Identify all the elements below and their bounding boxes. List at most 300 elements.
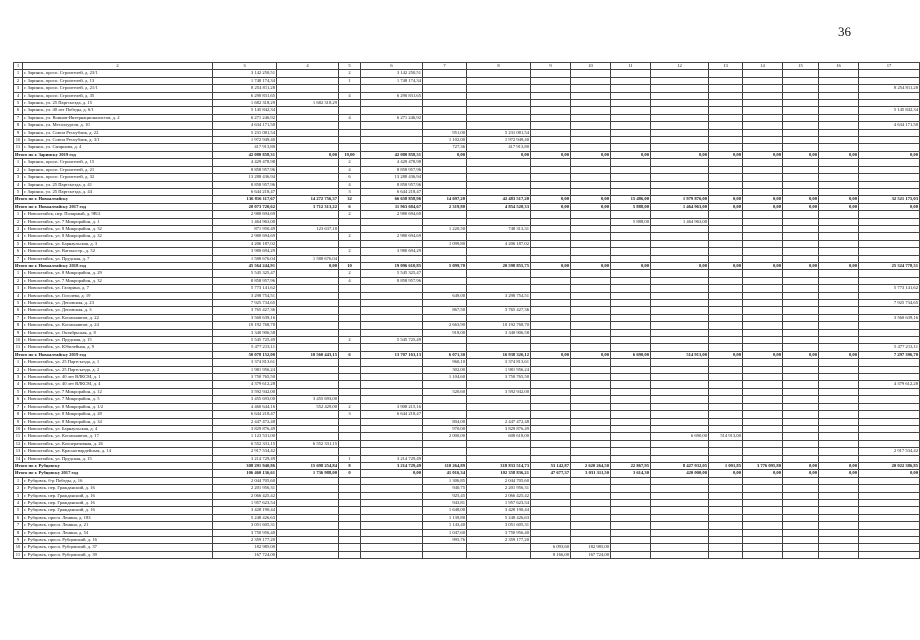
value-cell [467, 174, 531, 181]
header-cell: 17 [859, 63, 920, 70]
value-cell [531, 433, 571, 440]
value-cell [467, 440, 531, 447]
value-cell [571, 403, 611, 410]
value-cell [651, 337, 709, 344]
value-cell [859, 337, 920, 344]
value-cell [277, 92, 339, 99]
value-cell [743, 366, 783, 373]
value-cell [859, 485, 920, 492]
value-cell [651, 477, 709, 484]
value-cell: 42 080 858,31 [213, 151, 277, 158]
value-cell: 6 071,30 [423, 351, 467, 358]
value-cell [859, 492, 920, 499]
value-cell [361, 137, 423, 144]
value-cell [277, 248, 339, 255]
value-cell [277, 455, 339, 462]
value-cell: 0,00 [743, 203, 783, 210]
table-row [14, 403, 920, 410]
value-cell: 514 913,00 [709, 433, 743, 440]
value-cell [571, 285, 611, 292]
value-cell: 182 985,00 [213, 544, 277, 551]
value-cell [423, 455, 467, 462]
value-cell [709, 529, 743, 536]
value-cell [859, 211, 920, 218]
header-cell: 16 [819, 63, 859, 70]
value-cell [361, 492, 423, 499]
value-cell [783, 492, 819, 499]
value-cell [743, 181, 783, 188]
value-cell [611, 70, 651, 77]
table-row [14, 329, 920, 336]
value-cell [743, 477, 783, 484]
value-cell [361, 514, 423, 521]
value-cell: 167 724,00 [213, 551, 277, 558]
subtotal-label: Итого по г. Новоалтайску 2018 год [14, 262, 213, 269]
value-cell: 2 620 264,50 [571, 462, 611, 469]
value-cell: 2 [339, 248, 361, 255]
value-cell [423, 285, 467, 292]
value-cell [709, 425, 743, 432]
value-cell [571, 344, 611, 351]
value-cell [743, 388, 783, 395]
value-cell [783, 174, 819, 181]
table-row [14, 499, 920, 506]
value-cell [859, 529, 920, 536]
value-cell [709, 240, 743, 247]
address-cell: г. Заринск, ул. Союза Республик, д. 3/1 [23, 137, 213, 144]
row-number: 4 [14, 181, 23, 188]
value-cell: 1 464 963,00 [213, 218, 277, 225]
value-cell [819, 514, 859, 521]
value-cell: 5 231 081,54 [467, 129, 531, 136]
value-cell [651, 455, 709, 462]
value-cell [339, 522, 361, 529]
value-cell: 0,00 [709, 196, 743, 203]
row-number: 2 [14, 166, 23, 173]
value-cell [743, 344, 783, 351]
table-row [14, 507, 920, 514]
row-number: 6 [14, 396, 23, 403]
value-cell [611, 248, 651, 255]
value-cell [743, 381, 783, 388]
value-cell: 608 618,00 [467, 433, 531, 440]
value-cell [783, 137, 819, 144]
value-cell [819, 544, 859, 551]
value-cell [651, 159, 709, 166]
value-cell: 20 922 386,85 [859, 462, 920, 469]
row-number: 7 [14, 114, 23, 121]
value-cell [859, 499, 920, 506]
subtotal-row [14, 203, 920, 210]
address-cell: г. Новоалтайск, ул. Деповская, д. 3 [23, 307, 213, 314]
value-cell [611, 425, 651, 432]
value-cell [339, 551, 361, 558]
table-row [14, 285, 920, 292]
value-cell [339, 359, 361, 366]
row-number: 10 [14, 425, 23, 432]
value-cell [651, 174, 709, 181]
value-cell: 4 429 478,98 [213, 159, 277, 166]
value-cell [423, 448, 467, 455]
value-cell [277, 381, 339, 388]
table-row [14, 359, 920, 366]
value-cell: 0 [339, 470, 361, 477]
value-cell [743, 329, 783, 336]
address-cell: г. Заринск, ул. 25 Партсъезда, д. 41 [23, 181, 213, 188]
value-cell [743, 425, 783, 432]
value-cell: 3 428 190,44 [213, 507, 277, 514]
value-cell [709, 188, 743, 195]
value-cell [423, 70, 467, 77]
value-cell [743, 403, 783, 410]
value-cell: 8 858 957,96 [361, 277, 423, 284]
value-cell: 5 888,00 [611, 218, 651, 225]
value-cell [361, 440, 423, 447]
value-cell [651, 166, 709, 173]
value-cell [651, 292, 709, 299]
value-cell: 1 957 623,54 [467, 499, 531, 506]
value-cell [571, 122, 611, 129]
address-cell: г. Новоалтайск, ул. Прудская, д. 15 [23, 337, 213, 344]
value-cell [859, 137, 920, 144]
value-cell [743, 270, 783, 277]
value-cell: 1 648,00 [423, 507, 467, 514]
row-number: 9 [14, 418, 23, 425]
value-cell: 1 682 318,29 [213, 100, 277, 107]
address-cell: г. Рубцовск, пер. Гражданский, д. 16 [23, 485, 213, 492]
value-cell: 45 564 244,91 [213, 262, 277, 269]
value-cell: 42 080 858,31 [361, 151, 423, 158]
value-cell [651, 322, 709, 329]
value-cell [819, 300, 859, 307]
value-cell [743, 122, 783, 129]
value-cell [467, 114, 531, 121]
value-cell [819, 137, 859, 144]
value-cell: 6 290 831,65 [213, 92, 277, 99]
value-cell [783, 551, 819, 558]
value-cell [651, 551, 709, 558]
value-cell [571, 418, 611, 425]
value-cell [859, 166, 920, 173]
row-number: 4 [14, 292, 23, 299]
value-cell [783, 537, 819, 544]
value-cell: 970,00 [423, 425, 467, 432]
value-cell: 3 750 956,40 [467, 529, 531, 536]
value-cell [531, 381, 571, 388]
value-cell [709, 307, 743, 314]
value-cell [467, 181, 531, 188]
value-cell [571, 92, 611, 99]
value-cell [709, 551, 743, 558]
value-cell: 0,00 [819, 462, 859, 469]
value-cell [571, 448, 611, 455]
value-cell [709, 411, 743, 418]
value-cell [361, 100, 423, 107]
value-cell [783, 522, 819, 529]
value-cell [743, 551, 783, 558]
value-cell [651, 70, 709, 77]
address-cell: г. Новоалтайск, ул. 8 Микрорайон, д. 32 [23, 225, 213, 232]
value-cell [819, 122, 859, 129]
value-cell: 3 829 876,49 [467, 425, 531, 432]
value-cell [819, 374, 859, 381]
value-cell: 3 340 906,58 [213, 329, 277, 336]
value-cell [423, 166, 467, 173]
row-number: 7 [14, 522, 23, 529]
table-row [14, 70, 920, 77]
value-cell [743, 499, 783, 506]
value-cell [783, 514, 819, 521]
value-cell [783, 403, 819, 410]
value-cell [743, 248, 783, 255]
address-cell: г. Новоалтайск, ул. 25 Партсъезда, д. 2 [23, 366, 213, 373]
value-cell: 940,75 [423, 485, 467, 492]
value-cell: 6 271 246,92 [361, 114, 423, 121]
address-cell: г. Новоалтайск, ул. Барнаульская, д. 3 [23, 240, 213, 247]
value-cell [277, 211, 339, 218]
value-cell [339, 485, 361, 492]
value-cell [743, 292, 783, 299]
value-cell: 0,00 [709, 351, 743, 358]
value-cell [531, 85, 571, 92]
value-cell [361, 388, 423, 395]
value-cell: 2 [339, 403, 361, 410]
value-cell [859, 129, 920, 136]
table-row [14, 418, 920, 425]
value-cell: 8 858 957,96 [361, 166, 423, 173]
value-cell [709, 359, 743, 366]
table-row [14, 322, 920, 329]
value-cell [571, 270, 611, 277]
value-cell: 0,00 [531, 351, 571, 358]
value-cell [277, 485, 339, 492]
value-cell: 0,00 [783, 151, 819, 158]
value-cell: 995,76 [423, 537, 467, 544]
row-number: 6 [14, 307, 23, 314]
value-cell [743, 285, 783, 292]
value-cell: 420 000,00 [651, 470, 709, 477]
value-cell [361, 292, 423, 299]
value-cell [467, 255, 531, 262]
address-cell: г. Заринск, ул. Металлургов, д. 10 [23, 122, 213, 129]
value-cell [783, 292, 819, 299]
value-cell: 727,36 [423, 144, 467, 151]
value-cell: 0,00 [783, 470, 819, 477]
table-row [14, 537, 920, 544]
value-cell [339, 425, 361, 432]
value-cell: 1 736 988,00 [277, 470, 339, 477]
value-cell [339, 433, 361, 440]
value-cell: 8 858 957,96 [213, 181, 277, 188]
address-cell: г. Новоалтайск, ул. Космонавтов, д. 22 [23, 314, 213, 321]
value-cell [819, 507, 859, 514]
value-cell [651, 85, 709, 92]
value-cell [571, 218, 611, 225]
value-cell [819, 240, 859, 247]
value-cell [339, 381, 361, 388]
value-cell [783, 300, 819, 307]
value-cell: 3 214 729,49 [213, 455, 277, 462]
value-cell [709, 166, 743, 173]
value-cell: 0,00 [783, 203, 819, 210]
value-cell: 6 644 218,47 [361, 411, 423, 418]
value-cell [467, 455, 531, 462]
value-cell: 0,00 [571, 203, 611, 210]
value-cell [277, 329, 339, 336]
value-cell [571, 485, 611, 492]
value-cell [571, 211, 611, 218]
table-row [14, 388, 920, 395]
value-cell [531, 218, 571, 225]
value-cell [361, 433, 423, 440]
address-cell: г. Заринск, просп. Строителей, д. 13 [23, 77, 213, 84]
value-cell: 2 [339, 211, 361, 218]
value-cell [611, 529, 651, 536]
value-cell [651, 77, 709, 84]
value-cell: 1 123 531,00 [213, 433, 277, 440]
value-cell [339, 218, 361, 225]
value-cell [651, 529, 709, 536]
value-cell [611, 314, 651, 321]
value-cell [819, 159, 859, 166]
value-cell: 2 917 534,42 [213, 448, 277, 455]
value-cell [709, 255, 743, 262]
row-number: 3 [14, 85, 23, 92]
value-cell: 1 957 623,54 [213, 499, 277, 506]
value-cell: 1 220,50 [423, 225, 467, 232]
value-cell: 19,00 [339, 151, 361, 158]
value-cell [361, 522, 423, 529]
value-cell [571, 455, 611, 462]
value-cell [531, 211, 571, 218]
value-cell [783, 166, 819, 173]
row-number: 9 [14, 329, 23, 336]
value-cell [423, 174, 467, 181]
value-cell: 2 980 694,69 [213, 211, 277, 218]
value-cell: 871 950,49 [213, 225, 277, 232]
row-number: 12 [14, 440, 23, 447]
value-cell [339, 225, 361, 232]
value-cell [531, 337, 571, 344]
value-cell [339, 366, 361, 373]
value-cell: 0,00 [783, 462, 819, 469]
value-cell: 0,00 [859, 203, 920, 210]
value-cell [611, 411, 651, 418]
row-number: 5 [14, 240, 23, 247]
value-cell [423, 337, 467, 344]
table-row [14, 225, 920, 232]
value-cell: 6 290 831,65 [361, 92, 423, 99]
table-row [14, 551, 920, 558]
value-cell [783, 499, 819, 506]
row-number: 7 [14, 403, 23, 410]
value-cell [339, 374, 361, 381]
value-cell [611, 329, 651, 336]
value-cell [571, 522, 611, 529]
value-cell [531, 188, 571, 195]
table-row [14, 166, 920, 173]
value-cell [339, 122, 361, 129]
table-row [14, 381, 920, 388]
value-cell [611, 433, 651, 440]
value-cell: 3 765 427,36 [213, 307, 277, 314]
value-cell [709, 107, 743, 114]
value-cell [819, 292, 859, 299]
value-cell [611, 166, 651, 173]
value-cell [277, 544, 339, 551]
value-cell [819, 114, 859, 121]
value-cell: 4 379 612,28 [213, 381, 277, 388]
value-cell: 5 099,70 [423, 262, 467, 269]
table-row [14, 455, 920, 462]
value-cell [611, 285, 651, 292]
value-cell: 804,00 [423, 418, 467, 425]
value-cell [423, 248, 467, 255]
value-cell: 3 750 956,40 [213, 529, 277, 536]
value-cell [859, 544, 920, 551]
subtotal-label: Итого по г. Рубцовску 2017 год [14, 470, 213, 477]
value-cell: 4 [339, 114, 361, 121]
value-cell [611, 537, 651, 544]
value-cell: 2 066 425,42 [213, 492, 277, 499]
row-number: 5 [14, 388, 23, 395]
value-cell [651, 507, 709, 514]
value-cell: 3 214 729,49 [361, 455, 423, 462]
value-cell [611, 255, 651, 262]
value-cell [277, 492, 339, 499]
table-row [14, 337, 920, 344]
address-cell: г. Рубцовск, просп. Ленина, д. 54 [23, 529, 213, 536]
value-cell [819, 344, 859, 351]
value-cell [277, 433, 339, 440]
value-cell [611, 77, 651, 84]
table-row [14, 255, 920, 262]
value-cell [743, 514, 783, 521]
value-cell: 2 917 534,42 [859, 448, 920, 455]
value-cell [531, 248, 571, 255]
value-cell [277, 344, 339, 351]
header-cell: 10 [571, 63, 611, 70]
value-cell: 15 486,00 [611, 196, 651, 203]
row-number: 8 [14, 411, 23, 418]
value-cell: 6 093,60 [531, 544, 571, 551]
value-cell: 8 166,00 [531, 551, 571, 558]
value-cell [819, 70, 859, 77]
value-cell [423, 381, 467, 388]
value-cell [467, 70, 531, 77]
value-cell: 4 460 644,16 [213, 403, 277, 410]
value-cell [651, 388, 709, 395]
value-cell: 0,00 [531, 262, 571, 269]
value-cell: 41 016,34 [423, 470, 467, 477]
value-cell [339, 100, 361, 107]
value-cell [743, 277, 783, 284]
value-cell: 7 297 396,70 [859, 351, 920, 358]
value-cell [783, 188, 819, 195]
value-cell [709, 85, 743, 92]
value-cell [611, 107, 651, 114]
value-cell [571, 314, 611, 321]
value-cell [361, 300, 423, 307]
value-cell: 3 592 942,00 [467, 388, 531, 395]
value-cell [611, 277, 651, 284]
value-cell [423, 100, 467, 107]
value-cell: 0,00 [743, 470, 783, 477]
value-cell [339, 107, 361, 114]
value-cell [783, 337, 819, 344]
value-cell [277, 240, 339, 247]
value-cell [361, 255, 423, 262]
